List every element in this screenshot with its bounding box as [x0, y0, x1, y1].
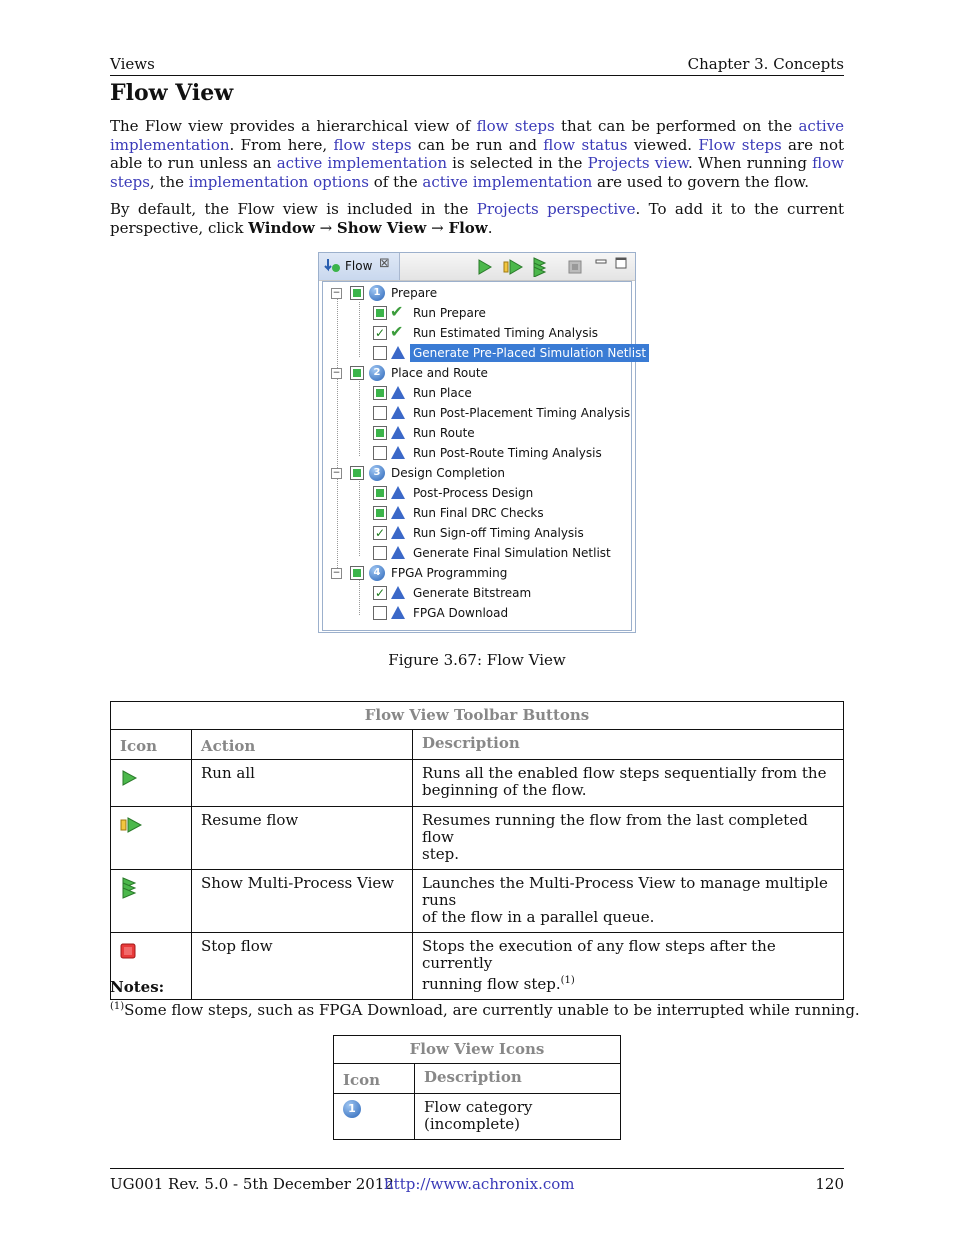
resume-flow-icon[interactable]: [503, 259, 523, 275]
minimize-icon[interactable]: [595, 257, 607, 267]
footer-link[interactable]: http://www.achronix.com: [384, 1175, 575, 1193]
table-row: [111, 760, 844, 807]
page-header: [110, 53, 844, 76]
link-flow-steps[interactable]: flow steps: [476, 117, 555, 135]
step-pending-icon: [391, 426, 405, 439]
description-cell: Launches the Multi-Process View to manage multiple runs of the flow in a parallel queue.: [413, 870, 844, 933]
link-projects-perspective[interactable]: Projects perspective: [476, 200, 636, 218]
flow-tree: − 1 Prepare ✔ Run Prepare ✓ ✔ Run Estimated Timing Analysis Generate Pre-Placed Simulation Netlist − 2 Place and Route Run Place Run Post-Placement Timing Analysis Run Route Run Post-Route Timing Analysis − 3 Design Completion Post-Process Design Run Final DRC Checks ✓ Run Sign-off Timing Analysis Generate Final Simulation Netlist − 4 FPGA Programming ✓ Generate Bitstream FPGA Download: [322, 281, 632, 631]
step-checkbox[interactable]: ✓: [374, 586, 386, 600]
multi-process-icon[interactable]: [531, 257, 549, 277]
step-checkbox[interactable]: [373, 486, 387, 500]
category-checkbox[interactable]: [350, 366, 364, 380]
complete-check-icon: ✔: [390, 302, 404, 321]
header-section: Views: [110, 55, 155, 73]
category-number-icon: 1: [369, 285, 385, 301]
step-checkbox[interactable]: [373, 386, 387, 400]
intro-paragraph: The Flow view provides a hierarchical view of flow steps that can be performed on the active implementation. From here, flow steps can be run and flow status viewed. Flow steps are not able to run unless an active implementation is selected in the Projects view. When running flow steps, the implementation options of the active implementation are used to govern the flow.: [110, 117, 845, 191]
link-active-implementation[interactable]: active implementation: [422, 172, 593, 191]
col-header-action: Action: [192, 730, 413, 760]
complete-check-icon: ✔: [390, 322, 404, 341]
link-flow-status[interactable]: flow status: [543, 135, 628, 154]
category-number-icon: 2: [369, 365, 385, 381]
step-checkbox[interactable]: [373, 426, 387, 440]
action-cell: Run all: [192, 760, 413, 807]
page-number: 120: [815, 1175, 844, 1193]
default-paragraph: By default, the Flow view is included in the Projects perspective. To add it to the current perspective, click Window → Show View → Flow.: [110, 200, 845, 237]
step-pending-icon: [391, 546, 405, 559]
description-cell: Flow category (incomplete): [415, 1094, 621, 1140]
link-active-implementation[interactable]: active implementation: [110, 117, 845, 154]
link-implementation-options[interactable]: implementation options: [188, 172, 369, 191]
link-flow-steps[interactable]: Flow steps: [698, 135, 782, 154]
multi-process-icon: [120, 877, 138, 899]
link-flow-steps[interactable]: flow steps: [333, 135, 412, 154]
step-pending-icon: [391, 586, 405, 599]
description-cell: Stops the execution of any flow steps after the currently running flow step.$^{(1)}$: [413, 933, 844, 1000]
action-cell: Stop flow: [192, 933, 413, 1000]
step-checkbox[interactable]: [373, 406, 387, 420]
page-footer: [110, 1168, 844, 1193]
footer-doc-id: UG001 Rev. 5.0 - 5th December 2012: [110, 1175, 394, 1193]
category-checkbox[interactable]: [350, 466, 364, 480]
link-projects-view[interactable]: Projects view: [587, 154, 688, 172]
step-pending-icon: [391, 606, 405, 619]
figure-caption: Figure 3.67: Flow View: [388, 651, 566, 669]
description-cell: Runs all the enabled flow steps sequentially from the beginning of the flow.: [413, 760, 844, 807]
table-row: [111, 807, 844, 870]
maximize-icon[interactable]: [615, 257, 628, 270]
notes-text: Some flow steps, such as FPGA Download, are currently unable to be interrupted while running.: [124, 1001, 860, 1019]
flow-view-toolbar: [319, 253, 635, 281]
stop-flow-icon[interactable]: [568, 260, 582, 274]
step-checkbox[interactable]: [373, 306, 387, 320]
header-chapter: Chapter 3. Concepts: [687, 55, 844, 73]
step-pending-icon: [391, 526, 405, 539]
description-cell: Resumes running the flow from the last completed flow step.: [413, 807, 844, 870]
flow-view-icons-table: [333, 1035, 621, 1140]
resume-flow-icon: [120, 816, 142, 834]
step-checkbox[interactable]: ✓: [374, 326, 386, 340]
section-title: Flow View: [110, 80, 234, 106]
table-row: [334, 1094, 621, 1140]
col-header-icon: Icon: [334, 1064, 415, 1094]
category-number-icon: 4: [369, 565, 385, 581]
step-checkbox[interactable]: [373, 446, 387, 460]
col-header-description: Description: [415, 1064, 621, 1094]
step-pending-icon: [391, 506, 405, 519]
notes: Notes: $^{(1)}$Some flow steps, such as FPGA Download, are currently unable to be interrupted while running.: [110, 978, 860, 1019]
table-row: [111, 870, 844, 933]
category-number-icon: 1: [343, 1100, 361, 1118]
flow-tab-label: Flow: [345, 259, 373, 273]
run-all-icon: [120, 769, 138, 787]
col-header-icon: Icon: [111, 730, 192, 760]
action-cell: Show Multi-Process View: [192, 870, 413, 933]
flow-view-screenshot: [318, 252, 647, 633]
step-checkbox[interactable]: [373, 606, 387, 620]
step-checkbox[interactable]: ✓: [374, 526, 386, 540]
notes-title: Notes:: [110, 978, 165, 996]
close-icon[interactable]: ⊠: [379, 256, 390, 271]
category-checkbox[interactable]: [350, 566, 364, 580]
stop-flow-icon: [120, 943, 136, 959]
step-checkbox[interactable]: [373, 346, 387, 360]
table-title: Flow View Toolbar Buttons: [111, 702, 844, 730]
step-pending-icon: [391, 486, 405, 499]
link-flow-steps[interactable]: flow steps: [110, 154, 845, 191]
run-all-icon[interactable]: [477, 259, 493, 275]
step-checkbox[interactable]: [373, 546, 387, 560]
table-title: Flow View Icons: [334, 1036, 621, 1064]
step-pending-icon: [391, 446, 405, 459]
step-pending-icon: [391, 386, 405, 399]
action-cell: Resume flow: [192, 807, 413, 870]
toolbar-buttons-table: [110, 701, 844, 1000]
step-pending-icon: [391, 346, 405, 359]
flow-tab-icon: [324, 257, 342, 275]
link-active-implementation[interactable]: active implementation: [276, 154, 447, 172]
step-pending-icon: [391, 406, 405, 419]
category-number-icon: 3: [369, 465, 385, 481]
col-header-description: Description: [413, 730, 844, 760]
category-checkbox[interactable]: [350, 286, 364, 300]
flow-tab[interactable]: [319, 253, 400, 280]
step-checkbox[interactable]: [373, 506, 387, 520]
